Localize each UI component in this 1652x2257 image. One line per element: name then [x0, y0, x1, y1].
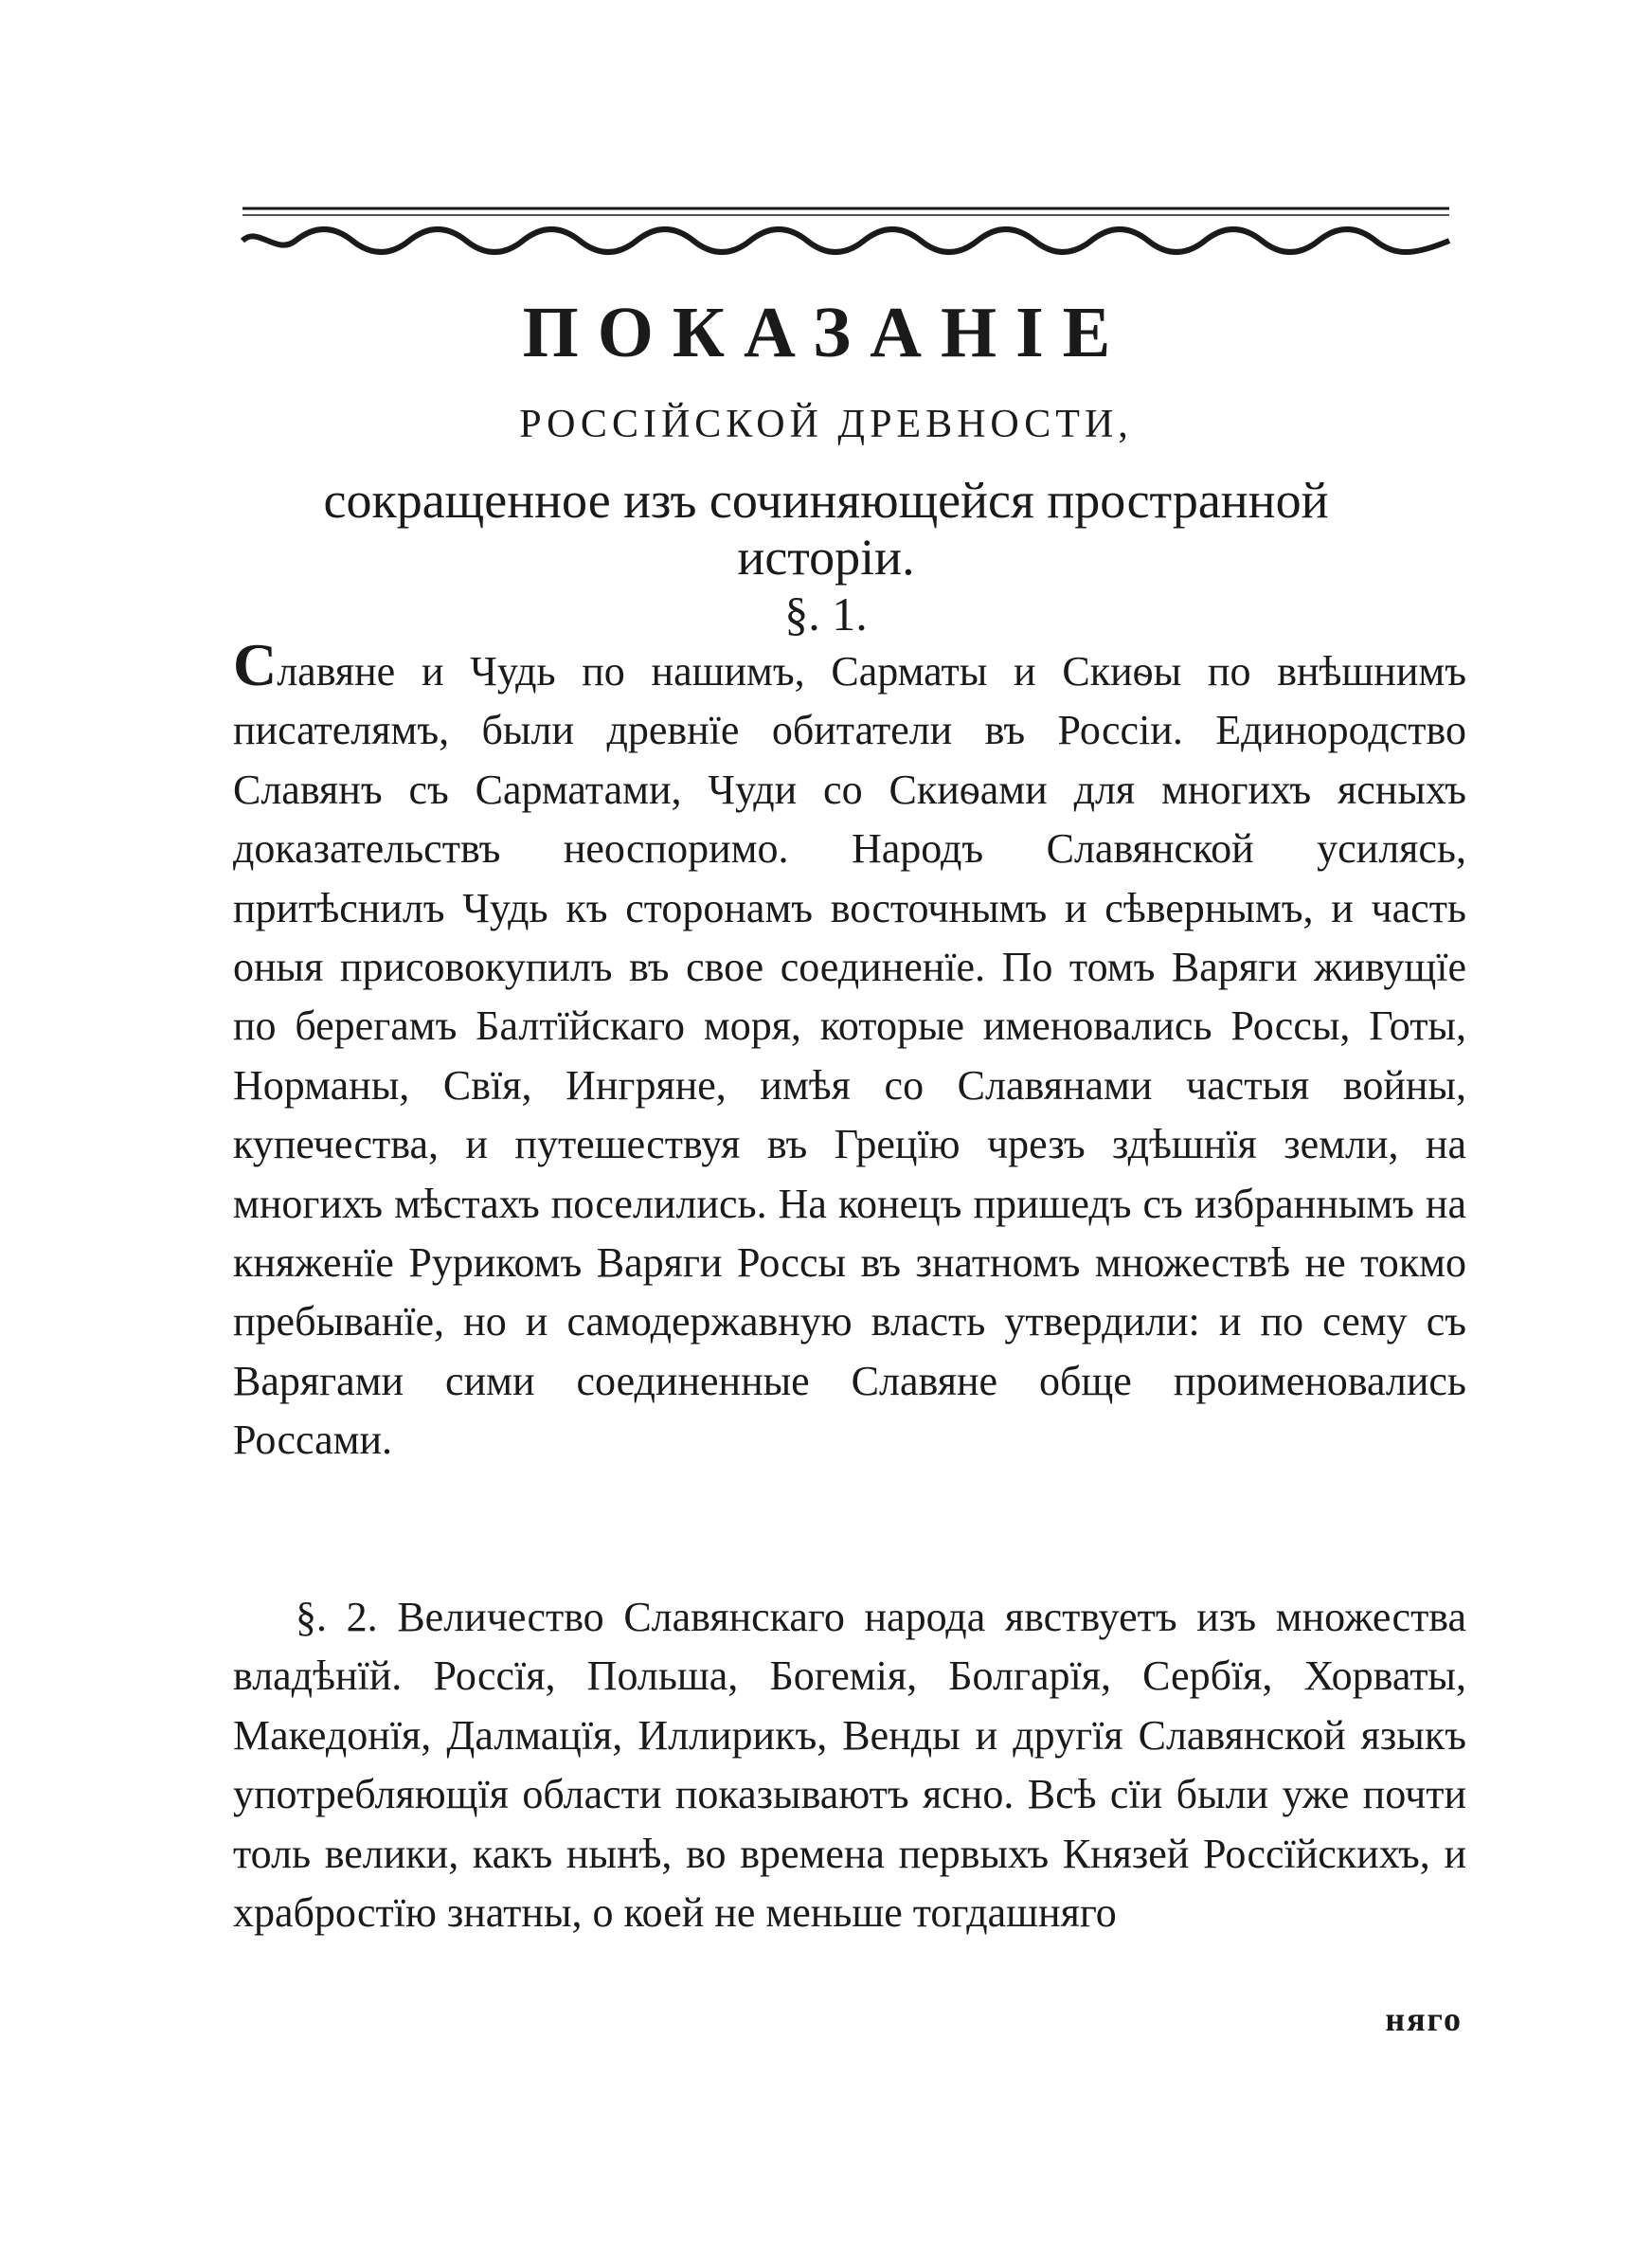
section-2-text: Величество Славянскаго народа явствуетъ изъ множества владѣнїй. Россїя, Польша, Богемія, Болгарїя, Сербїя, Хорваты, Македонїя, Далмацїя, Иллирикъ, Венды и другїя Славянской языкъ употребляющїя области показываютъ ясно. Всѣ сїи были уже почти толь велики, какъ нынѣ, во времена первыхъ Князей Россїйскихъ, и храбростїю знатны, о коей не меньше тогдашняго [233, 1594, 1467, 1937]
page-subtitle: РОССІЙСКОЙ ДРЕВНОСТИ, [519, 403, 1133, 446]
section-2-paragraph [233, 1588, 1466, 1942]
section-1-text: лавяне и Чудь по нашимъ, Сарматы и Скиѳы по внѣшнимъ писателямъ, были древнїе обитатели въ Россіи. Единородство Славянъ съ Сарматами, Чуди со Скиѳами для многихъ ясныхъ доказательствъ неоспоримо. Народъ Славянской усилясь, притѣснилъ Чудь къ сторонамъ восточнымъ и сѣвернымъ, и часть оныя присовокупилъ въ свое соединенїе. По томъ Варяги живущїе по берегамъ Балтїйскаго моря, которые именовались Россы, Готы, Норманы, Свїя, Ингряне, имѣя со Славянами частыя войны, купечества, и путешествуя въ Грецїю чрезъ здѣшнїя земли, на многихъ мѣстахъ поселились. На конецъ пришедъ съ избраннымъ на княженїе Рурикомъ Варяги Россы въ знатномъ множествѣ не токмо пребыванїе, но и самодержавную власть утвердили: и по сему съ Варягами сими соединенные Славяне обще проименовались Россами. [233, 648, 1466, 1464]
header-ornament-border [239, 199, 1453, 260]
section-1-mark: §. 1. [784, 587, 868, 641]
page-title: ПОКАЗАНІЕ [522, 293, 1130, 372]
page-subtitle-secondary: сокращенное изъ сочиняющейся пространной исторіи. [323, 472, 1329, 586]
section-2-mark: §. 2. [296, 1594, 378, 1640]
drop-cap: С [233, 631, 278, 698]
section-1-paragraph [233, 631, 1466, 1471]
catchword: няго [1385, 2000, 1463, 2038]
